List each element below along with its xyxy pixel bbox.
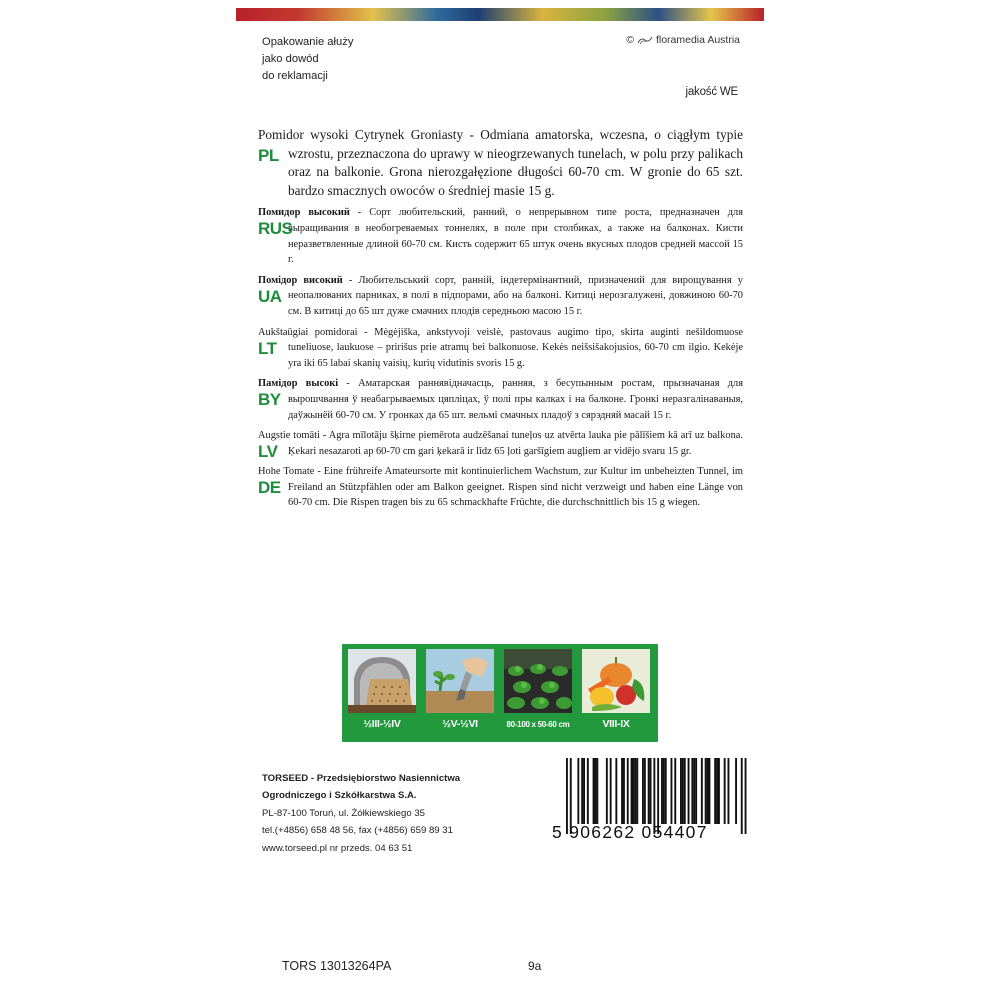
harvest-icon [582, 649, 650, 713]
complaint-notice-line: do reklamacji [262, 70, 328, 82]
barcode-bar [695, 758, 697, 824]
sowing-under-cover-icon [348, 649, 416, 713]
description-ua [258, 273, 743, 320]
print-version: 9a [528, 959, 542, 973]
quality-class: jakość WE [685, 86, 738, 98]
lang-code: UA [258, 286, 282, 306]
description-body: - Eine frühreife Amateursorte mit kontinuierlichem Wachstum, zur Kultur im unbeheizten Tunnel, im Freiland an Stützpfählen oder am Balkon geeignet. Rispen sind nicht verzweigt und haben eine Länge von 60-70 cm. Die Rispen tragen bis zu 65 schmackhafte Früchte, die durchschnittlich bis 15 g wiegen. [288, 466, 743, 509]
description-body: - Любительський сорт, ранній, індетермінантний, призначений для вирощування у неопалюваних парниках, в полі в підпорами, або на балконі. Китиці нерозгалужені, довжиною 60-70 см. В китиці до 65 шт дуже смачних плодів середньою масою 15 г. [288, 274, 743, 317]
barcode-bar [718, 758, 720, 824]
description-pl [258, 126, 743, 200]
barcode-bar [684, 758, 686, 824]
barcode-bar [606, 758, 608, 824]
barcode-bar [682, 758, 684, 824]
lang-code: LT [258, 338, 277, 358]
barcode [552, 758, 752, 850]
complaint-notice-line: Opakowanie ałuży [262, 36, 354, 48]
lang-code: LV [258, 442, 278, 462]
barcode-bar [648, 758, 650, 824]
description-body: - Mėgėjiška, ankstyvoji veislė, pastovaus augimo tipo, skirta auginti nešildomuose tuneliuose, laukuose – pririšus prie atramų bei balkonuose. Kekės neišsišakojusios, 60-70 cm ilgio. Kekėje yra iki 65 labai skanių vaisių, kurių vidutinis svoris 15 g. [288, 326, 743, 369]
barcode-bar [615, 758, 617, 824]
barcode-bar [596, 758, 598, 824]
complaint-notice-line: jako dowód [262, 53, 319, 65]
barcode-bar [642, 758, 644, 824]
variety-heading: Aukštaūgiai pomidorai [258, 326, 358, 338]
variety-heading: Помидор высокий [258, 207, 350, 219]
lang-code: PL [258, 146, 279, 165]
variety-heading: Pomidor wysoki Cytrynek Groniasty [258, 127, 464, 142]
barcode-bar [716, 758, 718, 824]
barcode-bar [705, 758, 707, 824]
company-name: TORSEED - Przedsiębiorstwo Nasiennictwa [262, 773, 461, 784]
barcode-bar [581, 758, 583, 824]
description-rus [258, 205, 743, 267]
barcode-bar [577, 758, 579, 824]
lang-code: BY [258, 390, 281, 410]
barcode-bar [688, 758, 690, 824]
barcode-bar [595, 758, 597, 824]
barcode-bar [636, 758, 638, 824]
company-web: www.torseed.pl nr przeds. 04 63 51 [262, 842, 413, 854]
description-body: - Odmiana amatorska, wczesna, o ciągłym typie wzrostu, przeznaczona do uprawy w nieogrzewanych tunelach, w polu przy palikach oraz na balkonie. Grona nierozgałęzione długości 60-70 cm. W gronie do 65 szt. bardzo smacznych owoców o średniej masie 15 g. [288, 127, 743, 198]
company-address: PL-87-100 Toruń, ul. Żółkiewskiego 35 [262, 807, 426, 819]
description-lv [258, 428, 743, 462]
spacing-caption: 80-100 x 50-60 cm [506, 720, 570, 729]
planting-period-caption: ½V-½VI [442, 718, 478, 730]
lang-code: DE [258, 478, 281, 498]
barcode-bar [663, 758, 665, 824]
description-body: - Agra mīlotāju šķirne piemērota audzēšanai tuneļos uz atvērta lauka pie pālīšiem kā arī uz balkona. Ķekari nesazaroti ap 60-70 cm gari ķekarā ir līdz 65 ļoti garšīgiem augļiem ar vidējo svaru 15 gr. [288, 430, 743, 457]
company-name-cont: Ogrodniczego i Szkółkarstwa S.A. [262, 790, 417, 802]
variety-heading: Hohe Tomate [258, 466, 315, 478]
barcode-bar [661, 758, 663, 824]
harvest-period-caption: VIII-IX [602, 718, 630, 730]
complaint-notice [262, 34, 353, 85]
barcode-bar [680, 758, 682, 824]
barcode-bar [693, 758, 695, 824]
barcode-bar [623, 758, 625, 824]
barcode-bar [671, 758, 673, 824]
barcode-bar [735, 758, 737, 824]
company-info [262, 770, 460, 857]
barcode-bar [674, 758, 676, 824]
barcode-bar [621, 758, 623, 824]
barcode-bar [665, 758, 667, 824]
description-by [258, 376, 743, 423]
barcode-bar [633, 758, 635, 824]
planting-out-icon [426, 649, 494, 713]
variety-heading: Augstie tomāti [258, 430, 320, 442]
color-strip [236, 8, 764, 21]
barcode-bar [583, 758, 585, 824]
copyright-brand: floramedia Austria [655, 34, 740, 46]
barcode-bar [610, 758, 612, 824]
barcode-bar [587, 758, 589, 824]
description-body: - Сорт любительский, ранний, о непрерывном типе роста, предназначен для выращивания в необогреваемых тоннелях, в поле при столбиках, а также на балконах. Кисти неразветвленные длиной 60-70 см. Кисть содержит 65 штук очень вкусных плодов средней массой 15 г. [288, 207, 743, 266]
barcode-bar [714, 758, 716, 824]
seed-packet-back [236, 8, 764, 992]
descriptions [258, 126, 743, 516]
spacing-icon [504, 649, 572, 713]
cultivation-icons [342, 644, 658, 742]
barcode-bar [627, 758, 629, 824]
variety-heading: Памідор высокі [258, 378, 339, 390]
description-text [258, 464, 743, 511]
barcode-bar [707, 758, 709, 824]
description-de [258, 464, 743, 511]
floramedia-logo-icon [637, 36, 653, 45]
barcode-bar [634, 758, 636, 824]
description-body: - Аматарская раннявідначасць, ранняя, з бесупынным ростам, прызначаная для вырошчвання ў неабагрываемых цяпліцах, ў полі пры калках і на балконе. Гронкі неразгалінаваныя, даўжынёй 60-70 см. У гронках да 65 шт. вельмі смачных пладоў з сярэдняй масай 15 г. [288, 378, 743, 421]
barcode-digits: 5 906262 054407 [552, 822, 708, 842]
description-lt [258, 325, 743, 372]
sowing-period-caption: ½III-½IV [363, 718, 401, 730]
barcode-bar [644, 758, 646, 824]
barcode-bar [631, 758, 633, 824]
barcode-bar [691, 758, 693, 824]
barcode-bar [593, 758, 595, 824]
barcode-bar [650, 758, 652, 824]
variety-heading: Помідор високий [258, 274, 343, 286]
copyright [626, 34, 740, 46]
barcode-bar [701, 758, 703, 824]
barcode-bar [728, 758, 730, 824]
product-code: TORS 13013264PA [282, 959, 392, 973]
copyright-symbol: © [626, 34, 634, 46]
lang-code: RUS [258, 219, 293, 239]
barcode-bar [709, 758, 711, 824]
barcode-bar [724, 758, 726, 824]
company-phone: tel.(+4856) 658 48 56, fax (+4856) 659 89 31 [262, 825, 453, 837]
